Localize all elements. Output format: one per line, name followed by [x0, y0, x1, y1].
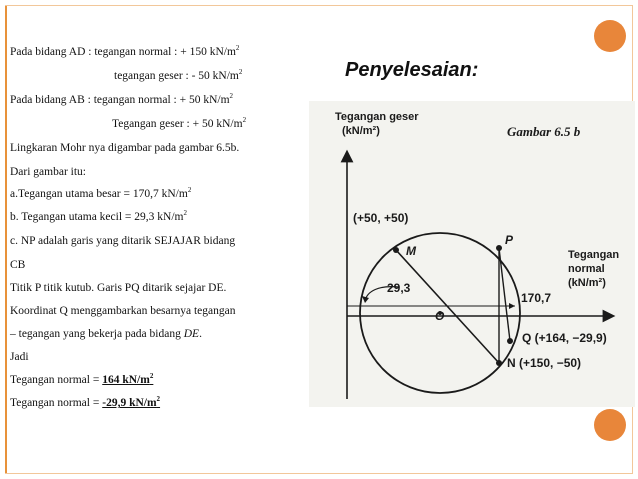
figure-caption: Gambar 6.5 b	[507, 124, 581, 139]
point-q	[507, 338, 513, 344]
line-pq	[499, 248, 510, 341]
point-p	[496, 245, 502, 251]
n-point-label: N (+150, −50)	[507, 356, 582, 370]
left-accent-border	[5, 5, 7, 474]
q-point-label: Q (+164, −29,9)	[522, 331, 607, 345]
text-line-10: CB	[10, 259, 26, 271]
text-line-5: Lingkaran Mohr nya digambar pada gambar 6.5b.	[10, 142, 240, 154]
text-line-6: Dari gambar itu:	[10, 166, 87, 178]
text-line-12: Koordinat Q menggambarkan besarnya tegangan	[10, 305, 236, 317]
o-point-label: O	[435, 309, 445, 323]
text-line-9: c. NP adalah garis yang ditarik SEJAJAR bidang	[10, 235, 236, 247]
max-stress-label: 170,7	[521, 291, 552, 305]
text-line-8: b. Tegangan utama kecil = 29,3 $kN/m^2$	[10, 209, 187, 223]
text-line-3: Pada bidang AB : tegangan normal : + 50 $kN/m^2$	[10, 92, 234, 106]
top-border	[5, 5, 633, 6]
text-line-11: Titik P titik kutub. Garis PQ ditarik sejajar DE.	[10, 282, 227, 294]
text-line-16: Tegangan normal = -29,9 $kN/m^2$	[10, 395, 161, 409]
text-line-14: Jadi	[10, 351, 29, 363]
x-axis-label-2: normal	[568, 263, 605, 275]
mohr-circle-figure	[309, 101, 635, 407]
text-line-7: a.Tegangan utama besar = 170,7 $kN/m^2$	[10, 186, 192, 200]
y-axis-label-2: (kN/m²)	[342, 125, 380, 137]
bottom-border	[5, 473, 633, 474]
text-line-4: Tegangan geser : + 50 $kN/m^2$	[112, 116, 247, 130]
m-point-label: M	[406, 244, 416, 258]
text-line-2: tegangan geser : - 50 $kN/m^2$	[114, 68, 243, 82]
point-n	[496, 360, 502, 366]
text-line-1: Pada bidang AD : tegangan normal : + 150 $kN/m^2$	[10, 44, 240, 58]
x-axis-label-3: (kN/m²)	[568, 277, 606, 289]
p-point-label: P	[505, 233, 514, 247]
x-axis-label-1: Tegangan	[568, 249, 620, 261]
y-axis-label-1: Tegangan geser	[335, 111, 419, 123]
min-stress-label: 29,3	[387, 281, 411, 295]
bottom-decorative-circle	[594, 409, 626, 441]
m-coordinate-label: (+50, +50)	[353, 211, 409, 225]
text-line-15: Tegangan normal = 164 $kN/m^2$	[10, 372, 154, 386]
point-m	[393, 247, 399, 253]
top-decorative-circle	[594, 20, 626, 52]
solution-heading: Penyelesaian:	[345, 59, 479, 81]
text-line-13: – tegangan yang bekerja pada bidang DE.	[10, 328, 202, 340]
